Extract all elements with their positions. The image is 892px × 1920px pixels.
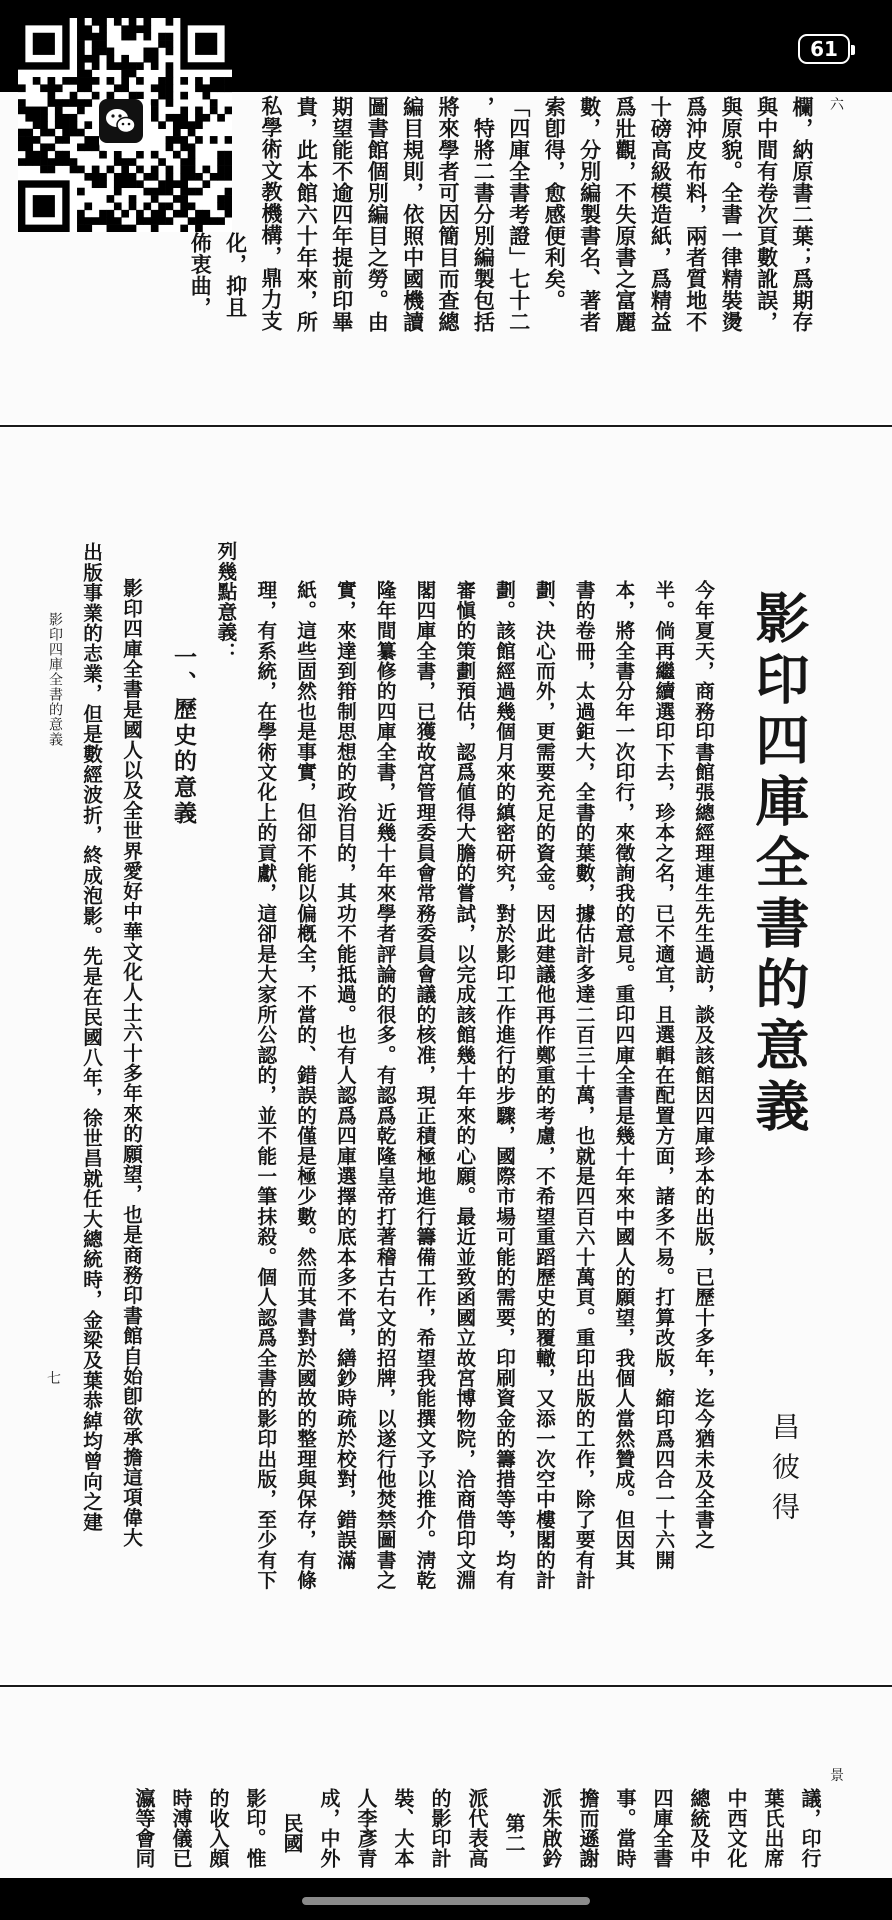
text-column: 佈衷曲， [188, 232, 214, 318]
text-column: 劃。該館經過幾個月來的縝密研究，對於影印工作進行的步驟，國際市場可能的需要，印刷資金的籌措等等，均有 [492, 580, 516, 1590]
text-column: 十磅高級模造紙，爲精益 [648, 96, 674, 333]
text-column: 事。當時 [613, 1788, 637, 1868]
text-column: 民國 [280, 1813, 304, 1853]
text-column: 劃、決心而外，更需要充足的資金。因此建議他再作鄭重的考慮，不希望重蹈歷史的覆轍，又添一次空中樓閣的計 [532, 580, 556, 1590]
text-column: 閣四庫全書，已獲故宮管理委員會常務委員會議的核准，現正積極地進行籌備工作，希望我能撰文予以推介。淸乾 [412, 580, 436, 1590]
text-column: 與原貌。全書一律精裝燙 [719, 96, 745, 333]
page-number: 七 [47, 1371, 61, 1387]
text-column: 出版事業的志業，但是數經波折，終成泡影。先是在民國八年，徐世昌就任大總統時，金梁及葉恭綽均曾向之建 [79, 542, 103, 1532]
text-column: 中西文化 [724, 1788, 748, 1868]
text-column: 列幾點意義： [213, 541, 237, 663]
text-column: 爲壯觀，不失原書之富麗 [613, 96, 638, 333]
text-column: 「四庫全書考證」七十二 [506, 96, 532, 333]
text-column: 化，抑且 [223, 232, 249, 318]
text-column: 總統及中 [687, 1788, 711, 1868]
text-column: 瀛等會同 [132, 1788, 156, 1868]
text-column: 影印四庫全書是國人以及全世界愛好中華文化人士六十多年來的願望，也是商務印書館自始卽欲承擔這項偉大 [119, 578, 143, 1548]
battery-icon: 61 [798, 34, 850, 64]
text-column: 本，將全書分年一次印行，來徵詢我的意見。重印四庫全書是幾十年來中國人的願望，我個人當然贊成。但因其 [611, 580, 635, 1570]
page-divider [0, 1685, 892, 1687]
text-column: 索卽得，愈感便利矣。 [542, 96, 568, 311]
qr-code[interactable] [18, 18, 232, 232]
text-column: 私學術文教機構，鼎力支 [259, 95, 284, 332]
text-column: 紙。這些固然也是事實，但卻不能以偏槪全，不當的、錯誤的僅是極少數。然而其書對於國故的整理與保存，有條 [293, 580, 317, 1590]
author-name: 昌彼得 [768, 1412, 801, 1532]
text-column: 圖書館個別編目之勞。由 [365, 96, 391, 333]
next-page [0, 1688, 892, 1878]
text-column: ，特將二書分別編製包括 [471, 96, 497, 333]
text-column: 欄，納原書二葉；爲期存 [790, 96, 815, 333]
text-column: 影印。惟 [243, 1788, 267, 1868]
text-column: 成，中外 [317, 1788, 341, 1868]
text-column: 數，分別編製書名、著者 [577, 96, 603, 333]
section-heading: 一、歷史的意義 [170, 645, 197, 827]
text-column: 擔而遜謝 [576, 1788, 600, 1868]
text-column: 貴，此本館六十年來，所 [294, 96, 320, 333]
text-column: 今年夏天，商務印書館張總經理連生先生過訪，談及該館因四庫珍本的出版，已歷十多年，迄今猶未及全書之 [691, 580, 715, 1550]
text-column: 議，印行 [798, 1788, 822, 1868]
home-indicator[interactable] [302, 1897, 590, 1905]
text-column: 裝、大本 [391, 1788, 415, 1868]
text-column: 審愼的策劃預估，認爲値得大膽的嘗試，以完成該館幾十年來的心願。最近並致函國立故宮博物院，洽商借印文淵 [452, 580, 476, 1590]
text-column: 編目規則，依照中國機讀 [400, 96, 426, 333]
page-title: 影印四庫全書的意義 [747, 590, 811, 1139]
text-column: 將來學者可因簡目而查總 [436, 96, 461, 333]
wechat-icon [99, 99, 151, 151]
text-column: 隆年間纂修的四庫全書，近幾十年來學者評論的很多。有認爲乾隆皇帝打著稽古右文的招牌，以遂行他焚禁圖書之 [373, 580, 397, 1590]
text-column: 四庫全書 [650, 1788, 674, 1868]
text-column: 爲沖皮布料，兩者質地不 [683, 96, 709, 333]
text-column: 實，來達到箝制思想的政治目的，其功不能抵過。也有人認爲四庫選擇的底本多不當，繕鈔時疏於校對，錯誤滿 [333, 580, 357, 1570]
previous-page-number: 六 [830, 97, 844, 113]
text-column: 第二 [502, 1813, 526, 1853]
text-column: 時溥儀已 [169, 1788, 193, 1868]
text-column: 人李彥青 [354, 1788, 378, 1868]
page-divider [0, 425, 892, 427]
text-column: 葉氏出席 [761, 1788, 785, 1868]
text-column: 期望能不逾四年提前印畢 [329, 96, 355, 333]
next-page-number: 景 [830, 1768, 844, 1784]
text-column: 的收入頗 [206, 1788, 230, 1868]
text-column: 派代表高 [465, 1788, 489, 1868]
text-column: 派朱啟鈐 [539, 1788, 563, 1868]
text-column: 書的卷冊，太過鉅大，全書的葉數，據估計多達二百三十萬，也就是四百六十萬頁。重印出版的工作，除了要有計 [572, 580, 596, 1590]
text-column: 的影印計 [428, 1788, 452, 1868]
text-column: 理，有系統，在學術文化上的貢獻，這卻是大家所公認的，並不能一筆抹殺。個人認爲全書的影印出版，至少有下 [253, 580, 277, 1590]
running-head: 影印四庫全書的意義 [47, 612, 63, 747]
text-column: 半。倘再繼續選印下去，珍本之名，已不適宜，且選輯在配置方面，諸多不易。打算改版，縮印爲四合一十六開 [651, 580, 675, 1570]
text-column: 與中間有卷次頁數訛誤， [754, 96, 780, 333]
